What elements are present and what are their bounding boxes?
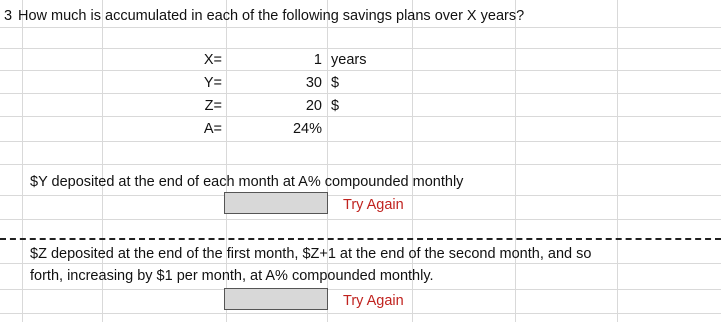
variable-unit-z: $ xyxy=(331,98,340,114)
variable-label-y: Y= xyxy=(203,75,222,91)
gridline xyxy=(515,0,516,322)
question-text: How much is accumulated in each of the following savings plans over X years? xyxy=(18,8,525,24)
variable-unit-x: years xyxy=(331,52,367,68)
section-divider xyxy=(0,238,721,240)
gridline xyxy=(0,141,721,142)
gridline xyxy=(0,116,721,117)
variable-label-x: X= xyxy=(203,52,222,68)
variable-value-y: 30 xyxy=(305,75,322,91)
variable-value-a: 24% xyxy=(292,121,322,137)
variable-label-z: Z= xyxy=(204,98,222,114)
part1-description: $Y deposited at the end of each month at A% compounded monthly xyxy=(30,174,464,190)
part2-description-line1: $Z deposited at the end of the first month, $Z+1 at the end of the second month, and so xyxy=(30,246,592,262)
variable-value-z: 20 xyxy=(305,98,322,114)
part2-answer-input[interactable] xyxy=(224,288,328,310)
gridline xyxy=(0,219,721,220)
variable-label-a: A= xyxy=(203,121,222,137)
gridline xyxy=(617,0,618,322)
question-number: 3 xyxy=(4,8,13,24)
part2-feedback: Try Again xyxy=(343,293,404,309)
gridline xyxy=(0,313,721,314)
gridline xyxy=(22,0,23,322)
part1-answer-input[interactable] xyxy=(224,192,328,214)
part1-feedback: Try Again xyxy=(343,197,404,213)
variable-unit-y: $ xyxy=(331,75,340,91)
gridline xyxy=(0,164,721,165)
part2-description-line2: forth, increasing by $1 per month, at A% compounded monthly. xyxy=(30,268,434,284)
gridline xyxy=(0,93,721,94)
gridline xyxy=(0,48,721,49)
gridline xyxy=(0,70,721,71)
variable-value-x: 1 xyxy=(313,52,322,68)
gridline xyxy=(0,289,721,290)
gridline xyxy=(0,27,721,28)
